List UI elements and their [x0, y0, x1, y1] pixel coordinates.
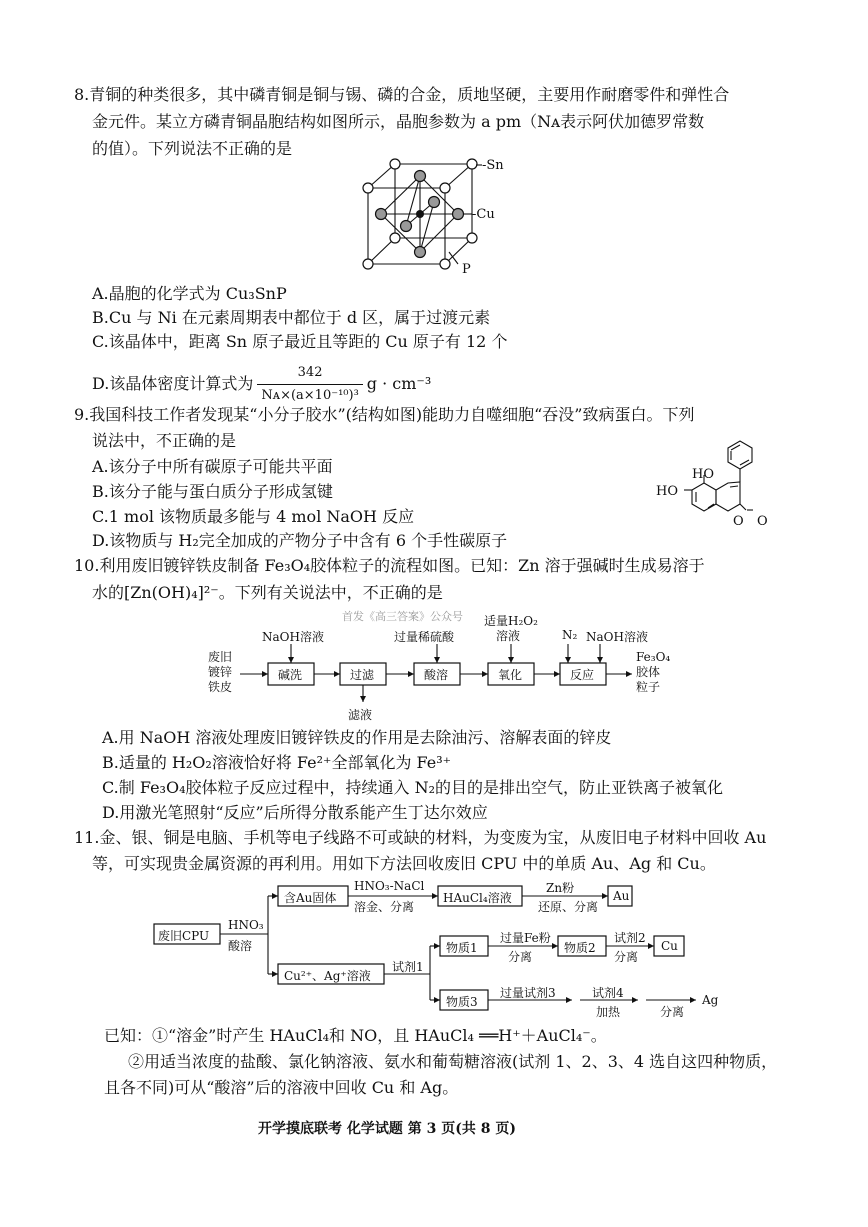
q10-stem-line1: 10.利用废旧镀锌铁皮制备 Fe₃O₄胶体粒子的流程如图。已知：Zn 溶于强碱时生成易溶于: [74, 556, 705, 575]
q9-option-c: C.1 mol 该物质最多能与 4 mol NaOH 反应: [92, 507, 415, 526]
reagent-n2: N₂: [562, 628, 578, 642]
flow-dissolve-gold-sep: 溶金、分离: [354, 900, 415, 914]
flow-step-alkali-wash: 碱洗: [278, 668, 303, 682]
flow-excess-reagent3: 过量试剂3: [500, 986, 556, 1000]
flow-substance3: 物质3: [446, 995, 478, 1009]
reagent-h2o2-solution: 溶液: [496, 629, 521, 643]
q8-stem-line3: 的值）。下列说法不正确的是: [92, 139, 293, 158]
q9-option-d: D.该物质与 H₂完全加成的产物分子中含有 6 个手性碳原子: [92, 531, 508, 550]
q10-option-c: C.制 Fe₃O₄胶体粒子反应过程中，持续通入 N₂的目的是排出空气，防止亚铁离子被氧化: [102, 778, 723, 797]
flow-product-line3: 粒子: [636, 680, 661, 694]
label-o-ring: O: [733, 514, 744, 529]
q10-option-b: B.适量的 H₂O₂溶液恰好将 Fe²⁺全部氧化为 Fe³⁺: [102, 753, 452, 772]
reagent-naoh2: NaOH溶液: [586, 630, 648, 644]
flow-au: Au: [613, 889, 630, 903]
q11-stem-line2: 等，可实现贵金属资源的再利用。用如下方法回收废旧 CPU 中的单质 Au、Ag 和 Cu。: [92, 854, 716, 873]
flow-reagent1: 试剂1: [392, 960, 424, 974]
watermark: 首发《高三答案》公众号: [342, 610, 463, 623]
label-ho-top: HO: [692, 467, 714, 482]
density-numerator: 342: [257, 362, 362, 385]
q10-option-a: A.用 NaOH 溶液处理废旧镀锌铁皮的作用是去除油污、溶解表面的锌皮: [102, 728, 612, 747]
q8-option-c: C.该晶体中，距离 Sn 原子最近且等距的 Cu 原子有 12 个: [92, 332, 508, 351]
q8-option-d: [92, 362, 431, 407]
flow-step-oxidize: 氧化: [498, 668, 523, 682]
q11-known-1: 已知：①“溶金”时产生 HAuCl₄和 NO，且 HAuCl₄ ══H⁺＋AuCl₄⁻。: [104, 1026, 607, 1045]
flow-hno3: HNO₃: [228, 918, 264, 932]
flow-zn-powder: Zn粉: [546, 881, 575, 895]
flow-au-solid: 含Au固体: [284, 891, 337, 905]
flow-ag: Ag: [702, 993, 719, 1007]
q8-option-a: A.晶胞的化学式为 Cu₃SnP: [92, 284, 287, 303]
q11-stem-line1: 11.金、银、铜是电脑、手机等电子线路不可或缺的材料，为变废为宝，从废旧电子材料中回收 Au: [74, 828, 767, 847]
q10-flow-diagram: [200, 604, 680, 720]
flow-product-line1: Fe₃O₄: [636, 650, 671, 664]
reagent-h2o2: 适量H₂O₂: [484, 614, 538, 628]
density-denominator: Nᴀ×(a×10⁻¹⁰)³: [261, 388, 359, 403]
reagent-h2so4: 过量稀硫酸: [394, 630, 455, 644]
q8-option-d-prefix: D.该晶体密度计算式为: [92, 374, 254, 393]
flow-cu: Cu: [661, 939, 678, 953]
q9-stem-line2: 说法中，不正确的是: [92, 431, 237, 450]
q11-known-2: ②用适当浓度的盐酸、氯化钠溶液、氨水和葡萄糖溶液(试剂 1、2、3、4 选自这四种物质，: [128, 1052, 778, 1071]
label-o-carbonyl: O: [757, 514, 768, 529]
reagent-naoh: NaOH溶液: [262, 630, 324, 644]
flow-filtrate: 滤液: [348, 708, 373, 722]
flow-start-line3: 铁皮: [208, 680, 233, 694]
flow-haucl4: HAuCl₄溶液: [443, 891, 512, 905]
flow-start-line2: 镀锌: [208, 665, 233, 679]
density-fraction: [257, 362, 362, 407]
flow-substance2: 物质2: [564, 941, 596, 955]
q11-known-3: 且各不同)可从“酸溶”后的溶液中回收 Cu 和 Ag。: [104, 1078, 459, 1097]
flow-acid-dissolve: 酸溶: [228, 939, 253, 953]
label-cu: -Cu: [472, 207, 495, 222]
q8-option-b: B.Cu 与 Ni 在元素周期表中都位于 d 区，属于过渡元素: [92, 308, 491, 327]
q9-option-a: A.该分子中所有碳原子可能共平面: [92, 457, 333, 476]
density-unit: g · cm⁻³: [366, 374, 432, 393]
flow-start-line1: 废旧: [208, 650, 233, 664]
flow-product-line2: 胶体: [636, 665, 661, 679]
flow-reagent2: 试剂2: [614, 931, 646, 945]
label-ho-left: HO: [656, 484, 678, 499]
q8-stem-line2: 金元件。某立方磷青铜晶胞结构如图所示，晶胞参数为 a pm（Nᴀ表示阿伏加德罗常数: [92, 112, 705, 131]
flow-step-filter: 过滤: [350, 668, 375, 682]
flow-reduce-sep: 还原、分离: [538, 900, 599, 914]
flow-step-acid-dissolve: 酸溶: [424, 668, 449, 682]
flow-hno3-nacl: HNO₃-NaCl: [354, 879, 425, 893]
flow-reagent4: 试剂4: [592, 986, 624, 1000]
q8-stem-line1: 8.青铜的种类很多，其中磷青铜是铜与锡、磷的合金，质地坚硬，主要用作耐磨零件和弹性合: [74, 85, 730, 104]
q9-stem-line1: 9.我国科技工作者发现某“小分子胶水”(结构如图)能助力自噬细胞“吞没”致病蛋白。下列: [74, 405, 695, 424]
flow-heat: 加热: [596, 1005, 621, 1019]
flow-excess-fe: 过量Fe粉: [500, 931, 551, 945]
flow-substance1: 物质1: [446, 941, 478, 955]
page-footer: 开学摸底联考 化学试题 第 3 页(共 8 页): [258, 1121, 516, 1137]
flow-separate3: 分离: [660, 1005, 685, 1019]
flow-step-react: 反应: [570, 668, 595, 682]
flow-cu-ag-solution: Cu²⁺、Ag⁺溶液: [284, 969, 371, 983]
flow-separate1: 分离: [508, 950, 533, 964]
q10-option-d: D.用激光笔照射“反应”后所得分散系能产生丁达尔效应: [102, 803, 488, 822]
label-p: P: [462, 262, 471, 277]
q10-stem-line2: 水的[Zn(OH)₄]²⁻。下列有关说法中，不正确的是: [92, 583, 443, 602]
flow-separate2: 分离: [614, 950, 639, 964]
q9-option-b: B.该分子能与蛋白质分子形成氢键: [92, 482, 333, 501]
label-sn: -Sn: [482, 158, 504, 173]
flow-cpu: 废旧CPU: [158, 929, 210, 943]
